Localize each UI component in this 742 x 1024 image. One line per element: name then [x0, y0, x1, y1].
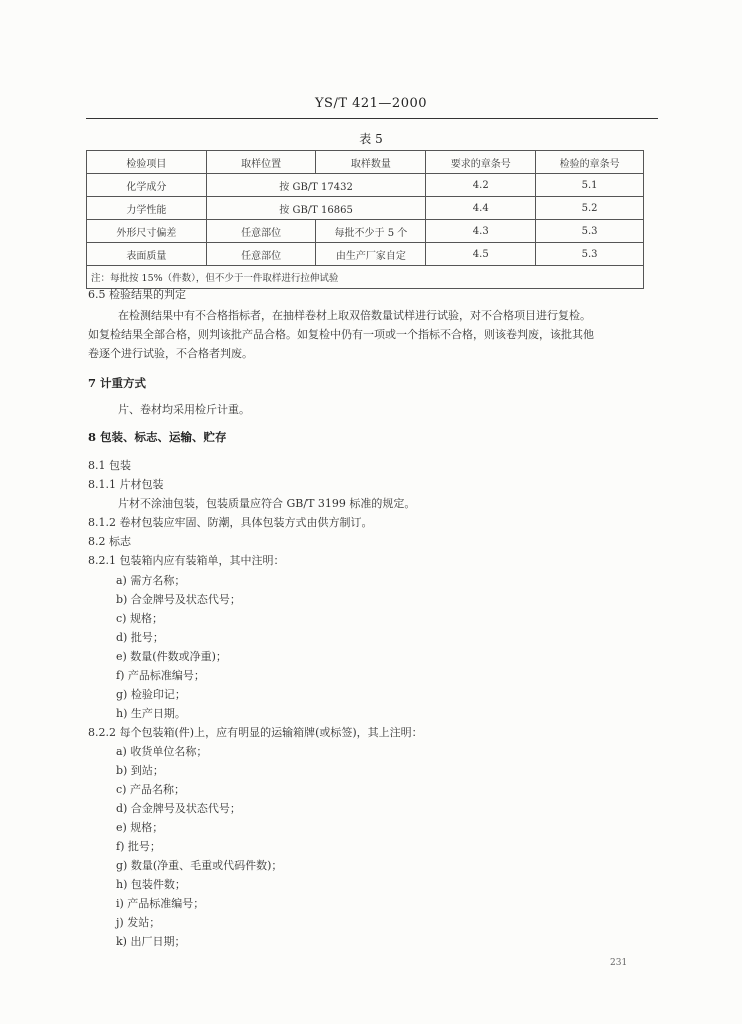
list-item: b) 合金牌号及状态代号； — [116, 593, 241, 606]
list-item: f) 产品标准编号； — [116, 669, 205, 682]
list-item: c) 规格； — [116, 612, 163, 625]
table-cell-item: 表面质量 — [87, 243, 207, 266]
inspection-table — [86, 150, 644, 289]
section-8-1-2: 8.1.2 卷材包装应牢固、防潮，具体包装方式由供方制订。 — [88, 516, 373, 529]
section-8-2-title: 8.2 标志 — [88, 535, 131, 548]
list-item: a) 需方名称； — [116, 574, 186, 587]
header-rule — [86, 118, 658, 119]
section-6-5-title: 6.5 检验结果的判定 — [88, 288, 186, 301]
table-cell-position: 任意部位 — [206, 220, 316, 243]
standard-code-header: YS/T 421—2000 — [314, 96, 428, 111]
section-8-2-1: 8.2.1 包装箱内应有装箱单，其中注明： — [88, 554, 285, 567]
section-8-2-2: 8.2.2 每个包装箱(件)上，应有明显的运输箱牌(或标签)，其上注明： — [88, 726, 423, 739]
table-cell-req: 4.5 — [426, 243, 536, 266]
list-item: h) 包装件数； — [116, 878, 186, 891]
table-cell-item: 外形尺寸偏差 — [87, 220, 207, 243]
list-item: i) 产品标准编号； — [116, 897, 205, 910]
table-header-row — [87, 151, 644, 174]
list-item: k) 出厂日期； — [116, 935, 186, 948]
table-cell-method: 按 GB/T 17432 — [206, 174, 426, 197]
table-header-cell: 要求的章条号 — [426, 151, 536, 174]
table-cell-item: 力学性能 — [87, 197, 207, 220]
section-7-title: 7 计重方式 — [88, 376, 147, 390]
page-number: 231 — [610, 958, 628, 968]
list-item: f) 批号； — [116, 840, 161, 853]
section-8-1-title: 8.1 包装 — [88, 459, 131, 472]
table-cell-test: 5.1 — [536, 174, 644, 197]
list-item: b) 到站； — [116, 764, 164, 777]
list-item: e) 规格； — [116, 821, 164, 834]
table-header-cell: 检验的章条号 — [536, 151, 644, 174]
table-row — [87, 174, 644, 197]
list-item: g) 数量(净重、毛重或代码件数)； — [116, 859, 283, 872]
table-cell-req: 4.3 — [426, 220, 536, 243]
table-header-cell: 取样数量 — [316, 151, 426, 174]
table-cell-item: 化学成分 — [87, 174, 207, 197]
list-item: a) 收货单位名称； — [116, 745, 208, 758]
section-7-body: 片、卷材均采用检斤计重。 — [118, 403, 250, 416]
table-cell-req: 4.2 — [426, 174, 536, 197]
table-row — [87, 243, 644, 266]
list-item: j) 发站； — [116, 916, 161, 929]
list-item: h) 生产日期。 — [116, 707, 186, 720]
table-row — [87, 220, 644, 243]
section-6-5-line-1: 在检测结果中有不合格指标者，在抽样卷材上取双倍数量试样进行试验，对不合格项目进行复检。 — [118, 309, 591, 322]
section-8-1-1-body: 片材不涂油包装，包装质量应符合 GB/T 3199 标准的规定。 — [118, 497, 416, 510]
section-6-5-line-3: 卷逐个进行试验，不合格者判废。 — [88, 347, 253, 360]
section-8-title: 8 包装、标志、运输、贮存 — [88, 430, 227, 444]
section-8-1-1-title: 8.1.1 片材包装 — [88, 478, 164, 491]
list-item: g) 检验印记； — [116, 688, 186, 701]
table-cell-method: 按 GB/T 16865 — [206, 197, 426, 220]
list-item: e) 数量(件数或净重)； — [116, 650, 227, 663]
table-cell-req: 4.4 — [426, 197, 536, 220]
table-cell-quantity: 由生产厂家自定 — [316, 243, 426, 266]
table-header-cell: 检验项目 — [87, 151, 207, 174]
section-6-5-line-2: 如复检结果全部合格，则判该批产品合格。如复检中仍有一项或一个指标不合格，则该卷判废，该批其他 — [88, 328, 594, 341]
table-cell-quantity: 每批不少于 5 个 — [316, 220, 426, 243]
table-row — [87, 197, 644, 220]
list-item: c) 产品名称； — [116, 783, 185, 796]
list-item: d) 合金牌号及状态代号； — [116, 802, 241, 815]
table-cell-position: 任意部位 — [206, 243, 316, 266]
table-cell-test: 5.2 — [536, 197, 644, 220]
table-header-cell: 取样位置 — [206, 151, 316, 174]
table-caption: 表 5 — [359, 132, 383, 146]
table-note: 注：每批按 15%（件数），但不少于一件取样进行拉伸试验 — [87, 266, 644, 289]
table-cell-test: 5.3 — [536, 220, 644, 243]
list-item: d) 批号； — [116, 631, 164, 644]
table-cell-test: 5.3 — [536, 243, 644, 266]
